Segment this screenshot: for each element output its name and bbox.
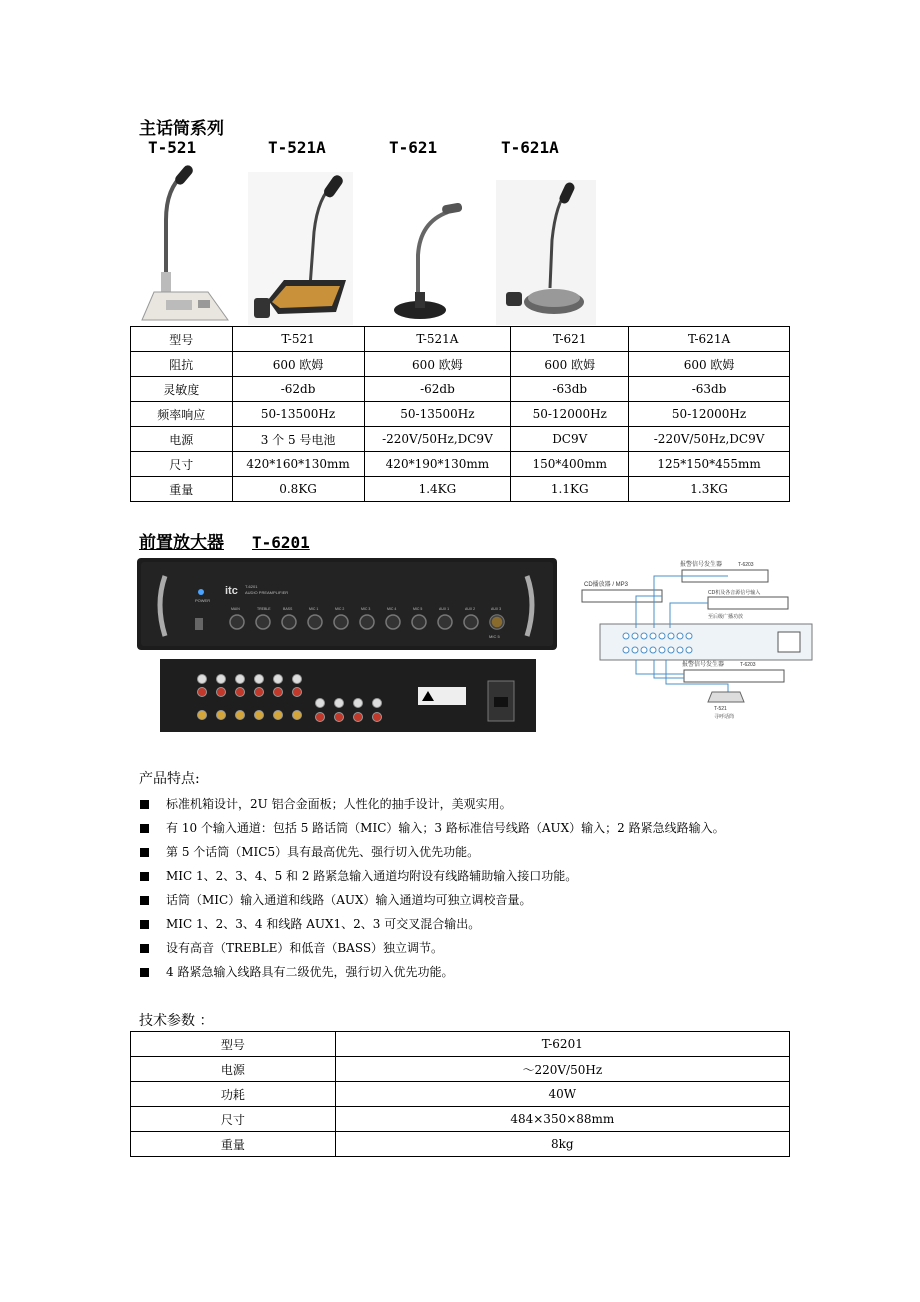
bullet-square-icon: [140, 848, 149, 857]
feature-text: 设有高音（TREBLE）和低音（BASS）独立调节。: [166, 941, 444, 955]
rca-jack: [316, 713, 325, 722]
row-label: 尺寸: [131, 1107, 336, 1132]
bullet-square-icon: [140, 968, 149, 977]
diagram-jack: [650, 647, 656, 653]
knob-label: MIC 5: [413, 607, 423, 611]
alarm-gen-bottom-model: T-6203: [740, 662, 756, 668]
rca-jack: [255, 688, 264, 697]
diagram-jack: [677, 633, 683, 639]
rca-jack: [316, 699, 325, 708]
table-row: [131, 1132, 790, 1157]
alarm-gen-top-label: 报警信号发生器: [680, 562, 723, 568]
table-cell: 420*160*130mm: [232, 452, 364, 477]
table-row: [131, 1082, 790, 1107]
feature-item: [140, 843, 479, 860]
preamp-rear-panel: [160, 659, 536, 732]
table-cell: 600 欧姆: [232, 352, 364, 377]
table-row: [131, 327, 790, 352]
knob-label: AUX 3: [491, 607, 502, 611]
mic-t621-image: [380, 200, 480, 325]
power-label: POWER: [195, 598, 211, 603]
knob-label: AUX 2: [465, 607, 476, 611]
table-cell: T-621: [511, 327, 629, 352]
table-cell: 1.3KG: [629, 477, 790, 502]
table-cell: -62db: [364, 377, 511, 402]
volume-knob[interactable]: [334, 615, 348, 629]
tech-params-table: [130, 1031, 790, 1157]
rca-jack: [198, 675, 207, 684]
row-label: 电源: [131, 427, 233, 452]
mic-t621a-image: [496, 180, 596, 325]
table-cell: 50-12000Hz: [511, 402, 629, 427]
table-cell: 484×350×88mm: [335, 1107, 789, 1132]
volume-knob[interactable]: [412, 615, 426, 629]
table-cell: ～220V/50Hz: [335, 1057, 789, 1082]
diagram-jack: [659, 647, 665, 653]
knob-label: MIC 1: [309, 607, 319, 611]
volume-knob[interactable]: [438, 615, 452, 629]
mic-jack-label: MIC 5: [489, 634, 500, 639]
to-amp-label: 至后级广播功放: [708, 614, 744, 620]
diagram-jack: [650, 633, 656, 639]
rca-jack: [373, 713, 382, 722]
diagram-jack: [686, 647, 692, 653]
knob-label: MAIN: [231, 607, 240, 611]
rca-jack: [198, 688, 207, 697]
volume-knob[interactable]: [256, 615, 270, 629]
table-cell: 600 欧姆: [511, 352, 629, 377]
mic-model-label: T-521: [714, 706, 727, 712]
rca-jack: [354, 713, 363, 722]
knob-label: BASS: [283, 607, 293, 611]
feature-item: [140, 795, 512, 812]
table-row: [131, 1057, 790, 1082]
rca-jack: [217, 688, 226, 697]
row-label: 重量: [131, 1132, 336, 1157]
diagram-jack: [641, 647, 647, 653]
table-cell: 3 个 5 号电池: [232, 427, 364, 452]
diagram-jack: [668, 647, 674, 653]
feature-text: 4 路紧急输入线路具有二级优先，强行切入优先功能。: [166, 965, 454, 979]
feature-item: [140, 939, 443, 956]
table-cell: 8kg: [335, 1132, 789, 1157]
rca-jack: [236, 688, 245, 697]
bullet-square-icon: [140, 824, 149, 833]
mic-model-label: T-521: [148, 138, 197, 157]
mic-model-label: T-521A: [268, 138, 326, 157]
tech-params-title: 技术参数 ：: [139, 1013, 214, 1029]
feature-text: 有 10 个输入通道：包括 5 路话筒（MIC）输入；3 路标准信号线路（AUX）输入；2 路紧急线路输入。: [166, 821, 725, 835]
volume-knob[interactable]: [282, 615, 296, 629]
table-cell: -62db: [232, 377, 364, 402]
table-cell: T-521A: [364, 327, 511, 352]
preamp-section-title: [139, 528, 310, 553]
diagram-jack: [641, 633, 647, 639]
mic-jack-icon: [491, 616, 503, 628]
row-label: 阻抗: [131, 352, 233, 377]
table-cell: 50-12000Hz: [629, 402, 790, 427]
table-cell: 600 欧姆: [364, 352, 511, 377]
table-cell: 1.4KG: [364, 477, 511, 502]
bullet-square-icon: [140, 872, 149, 881]
table-cell: 600 欧姆: [629, 352, 790, 377]
rca-jack: [274, 711, 283, 720]
preamp-model-label: T-6201: [252, 533, 310, 552]
bullet-square-icon: [140, 920, 149, 929]
row-label: 电源: [131, 1057, 336, 1082]
diagram-jack: [623, 647, 629, 653]
paging-mic-label: 寻呼话筒: [714, 714, 735, 720]
volume-knob[interactable]: [360, 615, 374, 629]
table-row: [131, 352, 790, 377]
table-cell: -63db: [511, 377, 629, 402]
row-label: 灵敏度: [131, 377, 233, 402]
bullet-square-icon: [140, 944, 149, 953]
rca-jack: [217, 711, 226, 720]
connection-diagram: [578, 556, 818, 726]
rca-jack: [373, 699, 382, 708]
rca-jack: [255, 675, 264, 684]
paging-mic-icon: [708, 692, 744, 702]
table-row: [131, 1032, 790, 1057]
rca-jack: [293, 675, 302, 684]
alarm-gen-bottom-label: 报警信号发生器: [682, 662, 725, 668]
rca-jack: [274, 675, 283, 684]
mic-model-label: T-621: [389, 138, 438, 157]
mic-model-label: T-621A: [501, 138, 559, 157]
panel-model-text: T-6201: [245, 584, 258, 589]
feature-text: 标准机箱设计，2U 铝合金面板；人性化的抽手设计，美观实用。: [166, 797, 512, 811]
feature-text: 话筒（MIC）输入通道和线路（AUX）输入通道均可独立调校音量。: [166, 893, 532, 907]
row-label: 重量: [131, 477, 233, 502]
bullet-square-icon: [140, 896, 149, 905]
rca-jack: [255, 711, 264, 720]
table-cell: 50-13500Hz: [232, 402, 364, 427]
row-label: 功耗: [131, 1082, 336, 1107]
volume-knob[interactable]: [386, 615, 400, 629]
alarm-gen-bottom-box: [684, 670, 784, 682]
rca-jack: [236, 711, 245, 720]
preamp-title-text: 前置放大器: [139, 533, 224, 553]
rca-jack: [293, 711, 302, 720]
feature-item: [140, 867, 577, 884]
knob-label: MIC 4: [387, 607, 397, 611]
table-cell: DC9V: [511, 427, 629, 452]
table-cell: -63db: [629, 377, 790, 402]
brand-logo: itc: [225, 585, 238, 597]
volume-knob[interactable]: [464, 615, 478, 629]
cd-player-label: CD播放器 / MP3: [584, 582, 629, 588]
rca-jack: [236, 675, 245, 684]
table-cell: 50-13500Hz: [364, 402, 511, 427]
bullet-square-icon: [140, 800, 149, 809]
knob-label: TREBLE: [257, 607, 271, 611]
power-led-icon: [198, 589, 204, 595]
row-label: 频率响应: [131, 402, 233, 427]
table-cell: -220V/50Hz,DC9V: [364, 427, 511, 452]
panel-subtitle: AUDIO PREAMPLIFIER: [245, 590, 289, 595]
table-cell: 0.8KG: [232, 477, 364, 502]
power-switch[interactable]: [195, 618, 203, 630]
diagram-jack: [686, 633, 692, 639]
volume-knob[interactable]: [308, 615, 322, 629]
mic-t521a-image: [248, 172, 353, 325]
rca-jack: [354, 699, 363, 708]
feature-text: 第 5 个话筒（MIC5）具有最高优先、强行切入优先功能。: [166, 845, 480, 859]
table-cell: T-6201: [335, 1032, 789, 1057]
row-label: 型号: [131, 1032, 336, 1057]
knob-label: MIC 2: [335, 607, 345, 611]
table-cell: 125*150*455mm: [629, 452, 790, 477]
table-cell: 150*400mm: [511, 452, 629, 477]
table-row: [131, 377, 790, 402]
row-label: 型号: [131, 327, 233, 352]
knob-label: MIC 3: [361, 607, 371, 611]
features-title: 产品特点:: [139, 771, 200, 787]
table-row: [131, 452, 790, 477]
feature-item: [140, 891, 532, 908]
rca-jack: [217, 675, 226, 684]
cd-in-label: CD机及各音源信号输入: [708, 590, 761, 596]
table-cell: 420*190*130mm: [364, 452, 511, 477]
diagram-jack: [623, 633, 629, 639]
table-cell: T-521: [232, 327, 364, 352]
feature-text: MIC 1、2、3、4 和线路 AUX1、2、3 可交叉混合输出。: [166, 917, 481, 931]
feature-item: [140, 819, 725, 836]
table-row: [131, 402, 790, 427]
rca-jack: [293, 688, 302, 697]
diagram-jack: [677, 647, 683, 653]
cd-in-box: [708, 597, 788, 609]
rca-jack: [335, 699, 344, 708]
row-label: 尺寸: [131, 452, 233, 477]
feature-item: [140, 963, 453, 980]
table-row: [131, 427, 790, 452]
diagram-power-socket: [778, 632, 800, 652]
knob-label: AUX 1: [439, 607, 450, 611]
table-row: [131, 477, 790, 502]
rca-jack: [198, 711, 207, 720]
preamp-front-panel: [137, 558, 557, 650]
table-cell: 1.1KG: [511, 477, 629, 502]
table-cell: T-621A: [629, 327, 790, 352]
table-cell: -220V/50Hz,DC9V: [629, 427, 790, 452]
rca-jack: [274, 688, 283, 697]
diagram-jack: [632, 647, 638, 653]
mic-section-title: 主话筒系列: [139, 119, 224, 139]
feature-text: MIC 1、2、3、4、5 和 2 路紧急输入通道均附设有线路辅助输入接口功能。: [166, 869, 578, 883]
diagram-jack: [659, 633, 665, 639]
rca-jack: [335, 713, 344, 722]
diagram-jack: [668, 633, 674, 639]
mic-spec-table: [130, 326, 790, 502]
table-row: [131, 1107, 790, 1132]
feature-item: [140, 915, 480, 932]
alarm-gen-top-model: T-6203: [738, 562, 754, 568]
mic-t521-image: [136, 160, 236, 325]
diagram-jack: [632, 633, 638, 639]
volume-knob[interactable]: [230, 615, 244, 629]
table-cell: 40W: [335, 1082, 789, 1107]
